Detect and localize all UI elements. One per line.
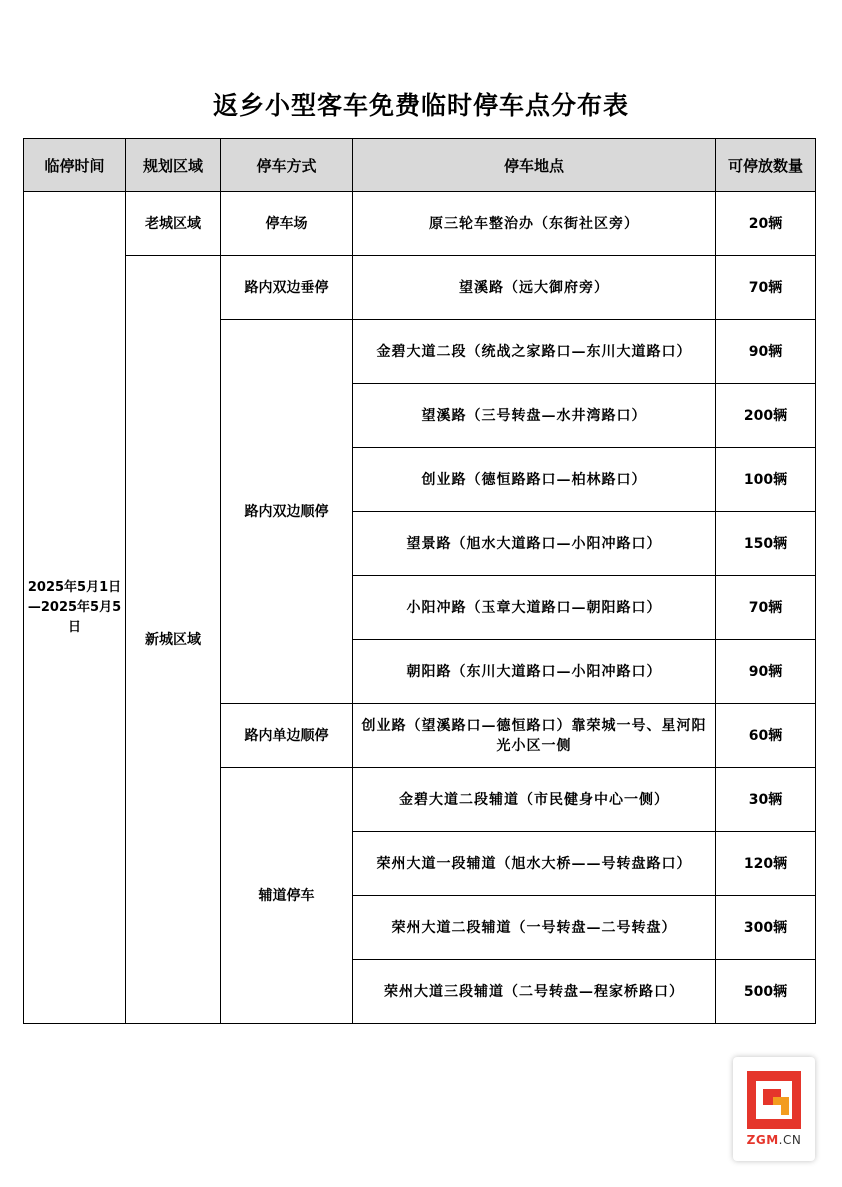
location-cell: 金碧大道二段辅道（市民健身中心一侧） [353,768,716,832]
location-cell: 金碧大道二段（统战之家路口—东川大道路口） [353,320,716,384]
count-cell: 90辆 [716,320,816,384]
count-cell: 100辆 [716,448,816,512]
method-cell: 停车场 [221,192,353,256]
method-cell: 路内单边顺停 [221,704,353,768]
table-row [24,192,816,256]
count-cell: 30辆 [716,768,816,832]
count-cell: 60辆 [716,704,816,768]
count-cell: 300辆 [716,896,816,960]
parking-table [23,138,816,1024]
location-cell: 小阳冲路（玉章大道路口—朝阳路口） [353,576,716,640]
region-cell: 老城区域 [126,192,221,256]
location-cell: 荣州大道三段辅道（二号转盘—程家桥路口） [353,960,716,1024]
header-method: 停车方式 [221,139,353,192]
count-cell: 20辆 [716,192,816,256]
location-cell: 创业路（德恒路路口—柏林路口） [353,448,716,512]
count-cell: 70辆 [716,256,816,320]
location-cell: 望溪路（三号转盘—水井湾路口） [353,384,716,448]
header-region: 规划区域 [126,139,221,192]
table-header-row [24,139,816,192]
zgm-watermark-logo [733,1057,815,1161]
region-cell: 新城区域 [126,256,221,1024]
logo-text [733,1133,815,1147]
count-cell: 150辆 [716,512,816,576]
count-cell: 70辆 [716,576,816,640]
location-cell: 荣州大道一段辅道（旭水大桥——号转盘路口） [353,832,716,896]
logo-suffix: .CN [778,1133,802,1147]
location-cell: 原三轮车整治办（东街社区旁） [353,192,716,256]
table-row [24,256,816,320]
count-cell: 200辆 [716,384,816,448]
location-cell: 朝阳路（东川大道路口—小阳冲路口） [353,640,716,704]
zgm-logo-icon [747,1071,801,1129]
logo-brand: ZGM [746,1133,779,1147]
location-cell: 创业路（望溪路口—德恒路口）靠荣城一号、星河阳光小区一侧 [353,704,716,768]
count-cell: 120辆 [716,832,816,896]
location-cell: 荣州大道二段辅道（一号转盘—二号转盘） [353,896,716,960]
header-location: 停车地点 [353,139,716,192]
header-time: 临停时间 [24,139,126,192]
count-cell: 90辆 [716,640,816,704]
count-cell: 500辆 [716,960,816,1024]
location-cell: 望溪路（远大御府旁） [353,256,716,320]
method-cell: 辅道停车 [221,768,353,1024]
method-cell: 路内双边顺停 [221,320,353,704]
location-cell: 望景路（旭水大道路口—小阳冲路口） [353,512,716,576]
method-cell: 路内双边垂停 [221,256,353,320]
page-title: 返乡小型客车免费临时停车点分布表 [212,91,629,120]
header-count: 可停放数量 [716,139,816,192]
time-period-cell: 2025年5月1日—2025年5月5日 [24,192,126,1024]
